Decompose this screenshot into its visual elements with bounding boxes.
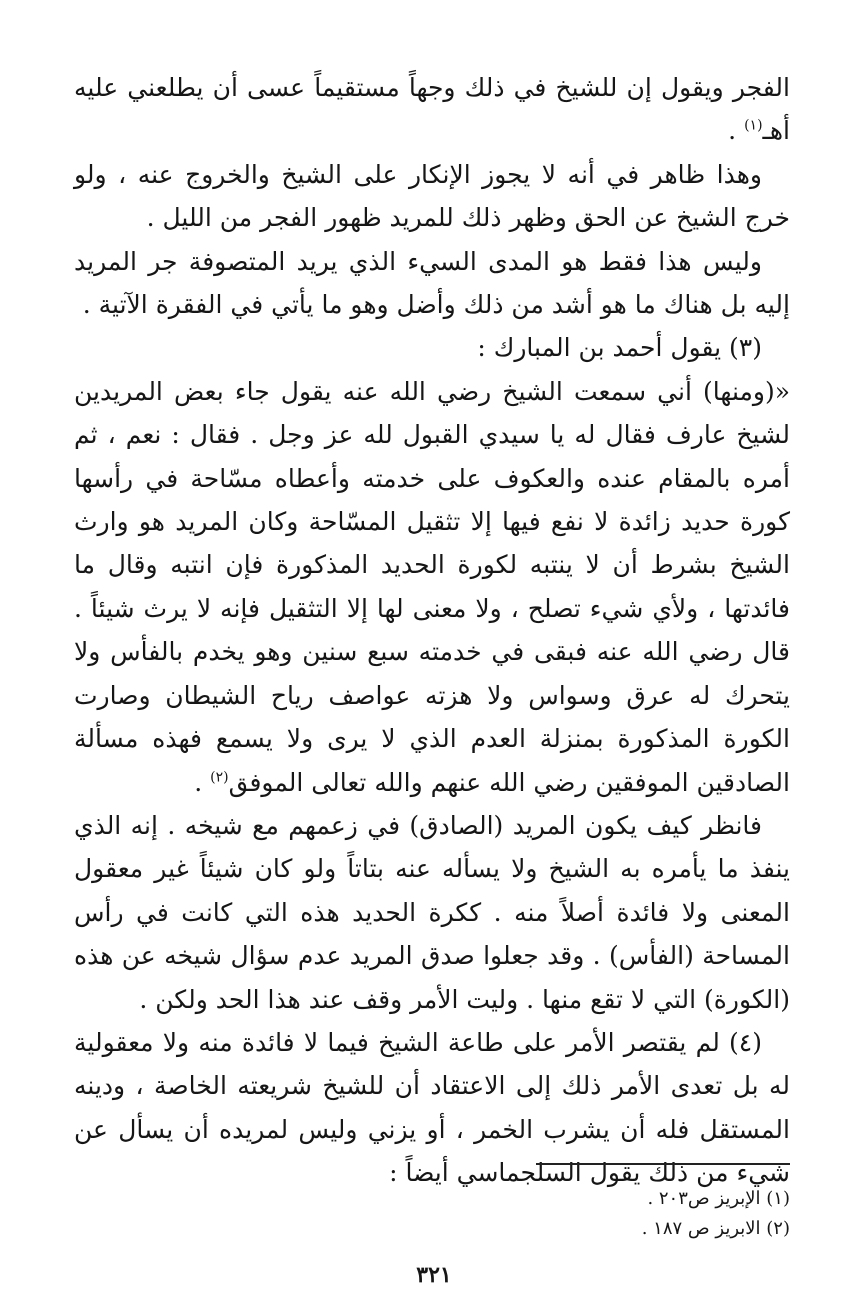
paragraph-3: وليس هذا فقط هو المدى السيء الذي يريد المتصوفة جر المريد إليه بل هناك ما هو أشد من ذلك وأضل وهو ما يأتي في الفقرة الآتية .: [74, 246, 790, 320]
paragraph-2: وهذا ظاهر في أنه لا يجوز الإنكار على الشيخ والخروج عنه ، ولو خرج الشيخ عن الحق وظهر ذلك للمريد ظهور الفجر من الليل .: [74, 159, 790, 233]
footnote-ref-1: (١): [744, 118, 763, 135]
quote-paragraph: «(ومنها) أني سمعت الشيخ رضي الله عنه يقول جاء بعض المريدين لشيخ عارف فقال له يا سيدي القبول لله عز وجل . فقال : نعم ، ثم أمره بالمقام عنده والعكوف على خدمته وأعطاه مسّاحة في رأسها كورة حديد زائدة لا نفع فيها إلا تثقيل المسّاحة وكان المريد هو وارث الشيخ بشرط أن لا ينتبه لكورة الحديد المذكورة فإن انتبه وقال ما فائدتها ، ولأي شيء تصلح ، ولا معنى لها إلا التثقيل فإنه لا يرث شيئاً . قال رضي الله عنه فبقى في خدمته سبع سنين وهو يخدم بالفأس ولا يتحرك له عرق وسواس ولا هزته عواصف رياح الشيطان وصارت الكورة المذكورة بمنزلة العدم الذي لا يرى ولا يسمع فهذه مسألة الصادقين الموفقين رضي الله عنهم والله تعالى الموفق$^{(٢)}$ .: [74, 376, 790, 797]
paragraph-4: (٣) يقول أحمد بن المبارك :: [477, 333, 762, 363]
paragraph-1: الفجر ويقول إن للشيخ في ذلك وجهاً مستقيماً عسى أن يطلعني عليه أهـ$^{(١)}$ .: [74, 73, 790, 146]
page-number: ٣٢١: [416, 1262, 452, 1288]
paragraph-7: (٤) لم يقتصر الأمر على طاعة الشيخ فيما لا فائدة منه ولا معقولية له بل تعدى الأمر ذلك إلى الاعتقاد أن للشيخ شريعته الخاصة ، ودينه المستقل فله أن يشرب الخمر ، أو يزني وليس لمريده أن يسأل عن شيء من ذلك يقول السلجماسي أيضاً :: [74, 1027, 790, 1188]
main-text: [74, 66, 790, 1195]
footnote-divider: [536, 1163, 790, 1165]
footnote-ref-2: (٢): [210, 769, 229, 786]
paragraph-6: فانظر كيف يكون المريد (الصادق) في زعمهم مع شيخه . إنه الذي ينفذ ما يأمره به الشيخ ولا يسأله عنه بتاتاً ولو كان شيئاً غير معقول المعنى ولا فائدة أصلاً منه . ككرة الحديد هذه التي كانت في رأس المساحة (الفأس) . وقد جعلوا صدق المريد عدم سؤال شيخه عن هذه (الكورة) التي لا تقع منها . وليت الأمر وقف عند هذا الحد ولكن .: [74, 810, 790, 1014]
footnote-1: (١) الإبريز ص٢٠٣ .: [647, 1188, 790, 1209]
footnotes: [500, 1184, 790, 1244]
footnote-2: (٢) الابريز ص ١٨٧ .: [641, 1218, 790, 1239]
